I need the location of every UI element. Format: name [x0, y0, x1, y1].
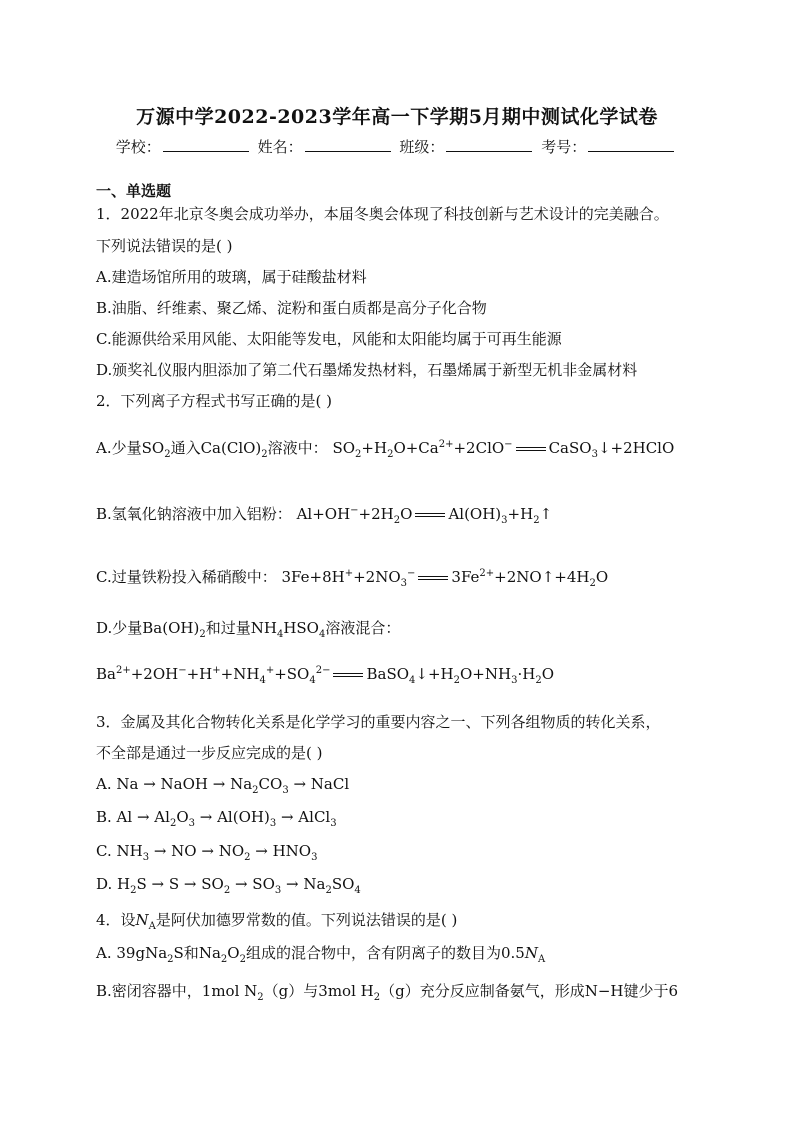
q1-stem-line1: 1．2022年北京冬奥会成功举办，本届冬奥会体现了科技创新与艺术设计的完美融合。 [96, 205, 669, 223]
number-blank [588, 137, 674, 152]
q4-stem-prefix: 4．设 [96, 911, 136, 929]
q2-option-c: C.过量铁粉投入稀硝酸中： $3Fe+8H^++2NO_3^-$ $3Fe^{2+}+2NO↑+4H_2O$ [96, 568, 609, 589]
q2-c-prefix: C.过量铁粉投入稀硝酸中： [96, 568, 277, 586]
section-heading: 一、单选题 [96, 182, 172, 200]
q3-option-d: D. $H_2S \to S \to SO_2 \to SO_3 \to Na_2SO_4$ [96, 875, 361, 896]
q4-option-a: A. 39gNa$_2$S和$Na_2O_2$组成的混合物中，含有阴离子的数目为$0.5N_A$ [96, 944, 546, 965]
q4-a-mid: 和 [183, 944, 199, 962]
q4-a-suffix: 组成的混合物中，含有阴离子的数目为0.5 [245, 944, 525, 962]
q4-b-part1: B.密闭容器中，1mol [96, 982, 240, 1000]
q3-stem-line1: 3．金属及其化合物转化关系是化学学习的重要内容之一、下列各组物质的转化关系， [96, 713, 661, 731]
q2-option-d-equation: $Ba^{2+}+2OH^-+H^++NH_4^++SO_4^{2-}$ $BaSO_4↓+H_2O+NH_3\cdot H_2O$ [96, 665, 554, 686]
q2-a-prefix: A.少量 [96, 439, 142, 457]
q2-stem: 2．下列离子方程式书写正确的是( ) [96, 392, 333, 410]
q4-b-part3: （g）充分反应制备氨气，形成N−H键少于6 [380, 982, 679, 1000]
q2-d-mid: 和过量 [205, 619, 251, 637]
q4-option-b: B.密闭容器中，1mol $N_2(g)$与3mol $H_2(g)$充分反应制备氨气，形成N−H键少于6 [96, 982, 679, 1003]
name-label: 姓名： [257, 138, 303, 156]
name-blank [305, 137, 391, 152]
page-title: 万源中学2022-2023学年高一下学期5月期中测试化学试卷 [136, 106, 658, 128]
q1-option-b: B.油脂、纤维素、聚乙烯、淀粉和蛋白质都是高分子化合物 [96, 299, 487, 317]
q3-option-b: B. $Al \to Al_2O_3 \to Al(OH)_3$ → AlCl$_3$ [96, 808, 337, 829]
q4-stem: 4．设$N_A$是阿伏加德罗常数的值。下列说法错误的是( ) [96, 911, 458, 932]
q3-stem-line2: 不全部是通过一步反应完成的是( ) [96, 744, 323, 762]
class-label: 班级： [399, 138, 445, 156]
q1-option-d: D.颁奖礼仪服内胆添加了第二代石墨烯发热材料，石墨烯属于新型无机非金属材料 [96, 361, 638, 379]
q2-option-b: B.氢氧化钠溶液中加入铝粉： $Al+OH^-+2H_2O$ $Al(OH)_3+H_2↑$ [96, 505, 553, 526]
q4-a-prefix: A. 39g [96, 944, 146, 962]
q1-stem-line2: 下列说法错误的是( ) [96, 237, 233, 255]
q2-d-suffix: 溶液混合： [325, 619, 401, 637]
student-info-line [0, 136, 794, 157]
q2-option-d: D.少量$Ba(OH)_2$和过量$NH_4HSO_4$溶液混合： [96, 619, 401, 640]
class-blank [446, 137, 532, 152]
school-label: 学校： [115, 138, 161, 156]
q2-option-a: A.少量$SO_2$通入$Ca(ClO)_2$溶液中： $SO_2+H_2O+Ca^{2+}+2ClO^-$ CaSO$_3$↓+2HClO [96, 439, 675, 460]
q2-a-suffix: 溶液中： [267, 439, 328, 457]
q2-d-prefix: D.少量 [96, 619, 143, 637]
q1-option-c: C.能源供给采用风能、太阳能等发电，风能和太阳能均属于可再生能源 [96, 330, 562, 348]
q1-option-a: A.建造场馆所用的玻璃，属于硅酸盐材料 [96, 268, 367, 286]
q3-option-c: C. $NH_3$ → NO → $NO_2 \to HNO_3$ [96, 842, 318, 863]
q2-a-mid: 通入 [170, 439, 201, 457]
q4-b-part2: （g）与3mol [263, 982, 356, 1000]
number-label: 考号： [541, 138, 587, 156]
q4-stem-suffix: 是阿伏加德罗常数的值。下列说法错误的是( ) [155, 911, 458, 929]
school-blank [163, 137, 249, 152]
q3-option-a: A. Na → NaOH → $Na_2CO_3$ → NaCl [96, 775, 350, 796]
q2-b-prefix: B.氢氧化钠溶液中加入铝粉： [96, 505, 292, 523]
